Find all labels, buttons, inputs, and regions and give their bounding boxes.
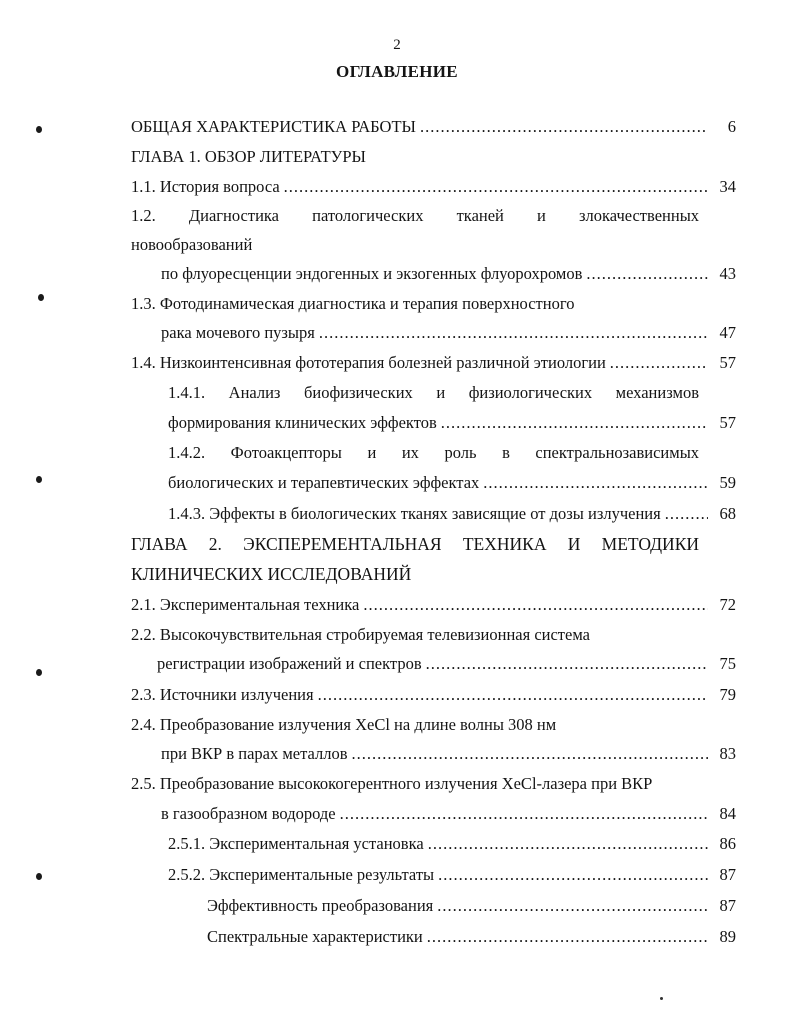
toc-entry-1-4: [131, 352, 736, 374]
toc-entry-1-2-line1: [131, 205, 699, 227]
toc-entry-1-3-line2: [161, 322, 736, 344]
leader-dots: [438, 864, 708, 886]
leader-dots: [437, 895, 708, 917]
word: патологических: [312, 206, 424, 225]
toc-entry-2-4-line1: [131, 714, 556, 736]
toc-entry-text: 2.2. Высокочувствительная стробируемая телевизионная система: [131, 625, 590, 644]
word: и: [367, 443, 377, 462]
toc-entry-1-4-3: [168, 503, 736, 525]
toc-entry-text: формирования клинических эффектов: [168, 413, 437, 432]
toc-entry-text: Эффективность преобразования: [207, 896, 434, 915]
page-title: ОГЛАВЛЕНИЕ: [336, 62, 458, 81]
toc-entry-2-3: [131, 684, 736, 706]
toc-chapter-2-line2: [131, 563, 411, 585]
toc-page-number: 87: [719, 896, 736, 915]
word: биофизических: [303, 383, 413, 402]
leader-dots: [420, 116, 708, 138]
toc-entry-1-4-2-line2: [168, 472, 736, 494]
toc-entry-1-4-1-line2: [168, 412, 736, 434]
leader-dots: [426, 653, 708, 675]
leader-dots: [428, 833, 708, 855]
leader-dots: [284, 176, 708, 198]
toc-entry-1-1: [131, 176, 736, 198]
toc-page-number: 68: [719, 504, 736, 523]
toc-entry-2-5-line2: [161, 803, 736, 825]
word: тканей: [456, 206, 504, 225]
toc-page-number: 84: [719, 804, 736, 823]
word: и: [537, 206, 546, 225]
toc-entry-2-5-1: [168, 833, 736, 855]
toc-entry-text: 1.1. История вопроса: [131, 177, 280, 196]
toc-page-number: 43: [719, 264, 736, 283]
word: И: [567, 534, 581, 554]
leader-dots: [483, 472, 708, 494]
toc-entry-text: 2.3. Источники излучения: [131, 685, 314, 704]
toc-entry-2-5-line1: [131, 773, 652, 795]
toc-entry-general: [131, 116, 736, 138]
word: ЭКСПЕРЕМЕНТАЛЬНАЯ: [243, 534, 442, 554]
toc-entry-text: по флуоресценции эндогенных и экзогенных флуорохромов: [161, 264, 583, 283]
word: ТЕХНИКА: [462, 534, 547, 554]
word: и: [436, 383, 446, 402]
leader-dots: [441, 412, 708, 434]
word: 1.2. Диагностика: [131, 206, 280, 225]
toc-page-number: 87: [719, 865, 736, 884]
margin-bullet: [36, 126, 42, 133]
toc-entry-text: 2.1. Экспериментальная техника: [131, 595, 360, 614]
toc-entry-spectral: [207, 926, 736, 948]
toc-entry-1-4-2-line1: [168, 442, 699, 464]
word: МЕТОДИКИ: [601, 534, 700, 554]
margin-bullet: [38, 294, 44, 301]
toc-entry-1-2-line2: [131, 234, 252, 256]
toc-page-number: 47: [719, 323, 736, 342]
leader-dots: [319, 322, 708, 344]
toc-entry-text: регистрации изображений и спектров: [157, 654, 422, 673]
toc-page-number: 6: [727, 117, 736, 136]
toc-entry-2-2-line1: [131, 624, 590, 646]
word: роль: [444, 443, 477, 462]
toc-entry-2-5-2: [168, 864, 736, 886]
toc-page-number: 57: [719, 413, 736, 432]
toc-entry-text: 1.4.3. Эффекты в биологических тканях зависящие от дозы излучения: [168, 504, 661, 523]
toc-entry-text: новообразований: [131, 235, 253, 254]
word: механизмов: [615, 383, 699, 402]
toc-entry-2-1: [131, 594, 736, 616]
toc-page-number: 72: [719, 595, 736, 614]
toc-entry-1-4-1-line1: [168, 382, 699, 404]
toc-entry-text: 2.5. Преобразование высококогерентного излучения XeCl-лазера при ВКР: [131, 774, 653, 793]
toc-entry-text: ГЛАВА 1. ОБЗОР ЛИТЕРАТУРЫ: [131, 147, 366, 166]
toc-entry-1-3-line1: [131, 293, 574, 315]
word: 1.4.2. Фотоакцепторы: [168, 443, 342, 462]
toc-page-number: 89: [719, 927, 736, 946]
toc-page-number: 34: [719, 177, 736, 196]
speck: [660, 997, 663, 1000]
toc-page-number: 59: [719, 473, 736, 492]
toc-entry-text: рака мочевого пузыря: [161, 323, 315, 342]
toc-entry-text: ОБЩАЯ ХАРАКТЕРИСТИКА РАБОТЫ: [131, 117, 416, 136]
toc-entry-text: 2.5.1. Экспериментальная установка: [168, 834, 424, 853]
toc-page-number: 79: [719, 685, 736, 704]
margin-bullet: [36, 873, 42, 880]
toc-entry-text: биологических и терапевтических эффектах: [168, 473, 480, 492]
leader-dots: [340, 803, 708, 825]
margin-bullet: [36, 476, 42, 483]
toc-page-number: 75: [719, 654, 736, 673]
word: их: [401, 443, 419, 462]
word: спектральнозависимых: [535, 443, 700, 462]
toc-chapter-2-line1: [131, 533, 699, 555]
toc-entry-text: 2.5.2. Экспериментальные результаты: [168, 865, 435, 884]
margin-bullet: [36, 669, 42, 676]
leader-dots: [610, 352, 708, 374]
leader-dots: [352, 743, 708, 765]
leader-dots: [586, 263, 708, 285]
toc-chapter-1: [131, 146, 366, 168]
toc-entry-text: при ВКР в парах металлов: [161, 744, 348, 763]
word: физиологических: [468, 383, 593, 402]
toc-entry-efficiency: [207, 895, 736, 917]
leader-dots: [665, 503, 708, 525]
page-number: 2: [393, 37, 401, 53]
leader-dots: [363, 594, 708, 616]
word: злокачественных: [579, 206, 700, 225]
toc-page-number: 57: [719, 353, 736, 372]
leader-dots: [318, 684, 708, 706]
word: ГЛАВА 2.: [131, 534, 222, 554]
toc-entry-1-2-line3: [161, 263, 736, 285]
toc-entry-text: 1.3. Фотодинамическая диагностика и терапия поверхностного: [131, 294, 575, 313]
toc-entry-2-2-line2: [157, 653, 736, 675]
word: 1.4.1. Анализ: [168, 383, 281, 402]
toc-entry-text: Спектральные характеристики: [207, 927, 423, 946]
toc-page-number: 86: [719, 834, 736, 853]
leader-dots: [427, 926, 708, 948]
toc-entry-text: 1.4. Низкоинтенсивная фототерапия болезней различной этиологии: [131, 353, 606, 372]
toc-entry-text: 2.4. Преобразование излучения XeCl на длине волны 308 нм: [131, 715, 557, 734]
word: в: [502, 443, 510, 462]
toc-page-number: 83: [719, 744, 736, 763]
toc-entry-text: в газообразном водороде: [161, 804, 336, 823]
toc-entry-text: КЛИНИЧЕСКИХ ИССЛЕДОВАНИЙ: [131, 564, 412, 584]
toc-entry-2-4-line2: [161, 743, 736, 765]
